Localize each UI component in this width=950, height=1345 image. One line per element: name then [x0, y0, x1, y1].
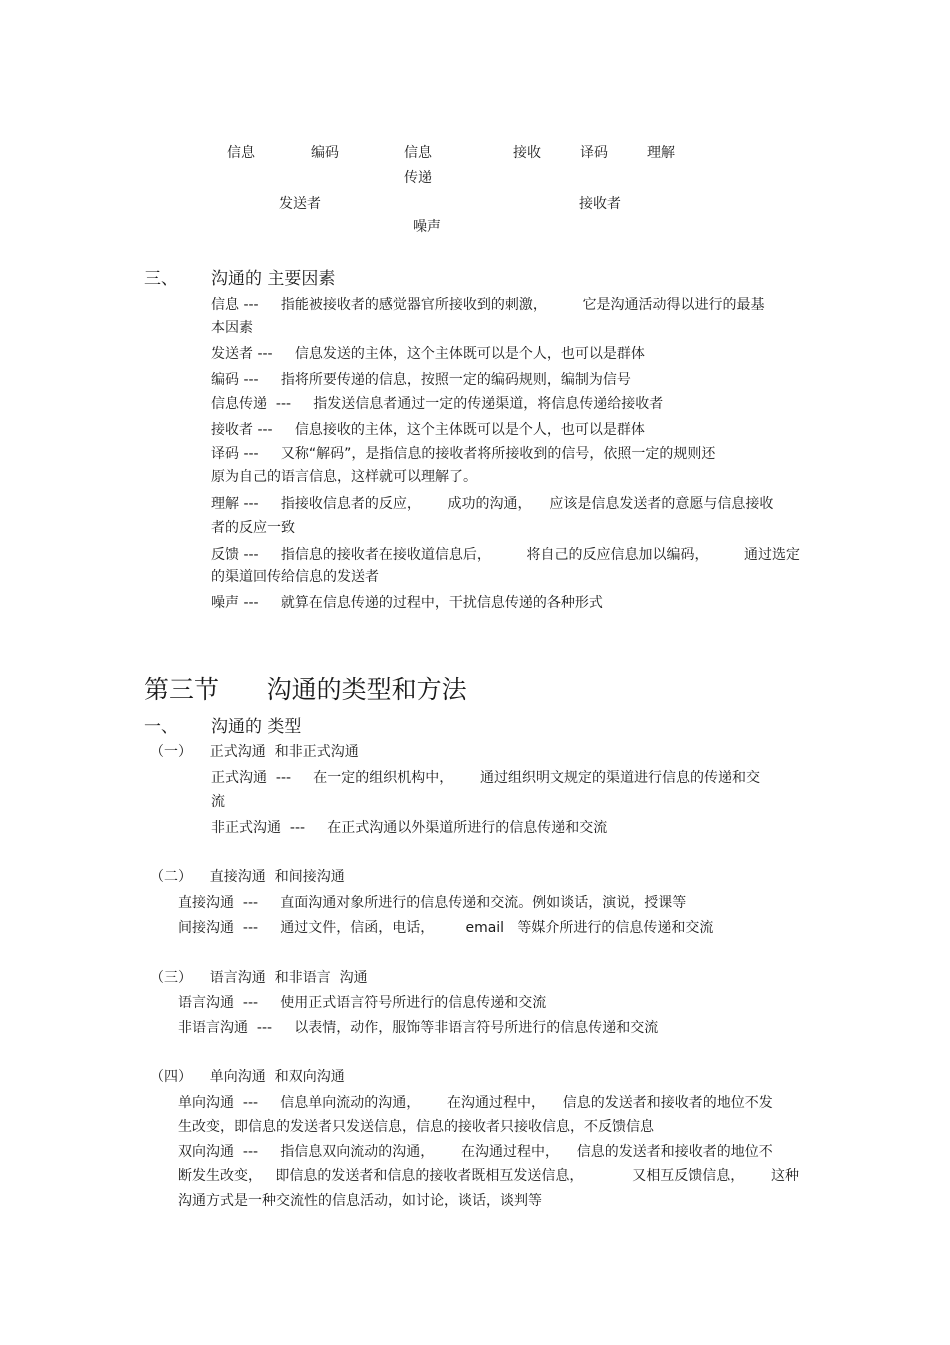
- text-line: 信息传递 --- 指发送信息者通过一定的传递渠道，将信息传递给接收者: [211, 396, 664, 412]
- diagram-label-receive: 接收: [513, 145, 541, 161]
- subsection-heading: （二） 直接沟通 和间接沟通: [150, 869, 345, 885]
- text-line: 生改变，即信息的发送者只发送信息，信息的接收者只接收信息，不反馈信息: [178, 1119, 654, 1135]
- text-line: 流: [211, 794, 225, 810]
- diagram-label-info: 信息: [227, 145, 255, 161]
- text-line: 非正式沟通 --- 在正式沟通以外渠道所进行的信息传递和交流: [211, 820, 608, 836]
- text-line: 直接沟通 --- 直面沟通对象所进行的信息传递和交流。例如谈话，演说，授课等: [178, 895, 687, 911]
- text-line: 非语言沟通 --- 以表情，动作，服饰等非语言符号所进行的信息传递和交流: [178, 1020, 659, 1036]
- text-line: 的渠道回传给信息的发送者: [211, 569, 379, 585]
- text-line: 沟通方式是一种交流性的信息活动，如讨论，谈话，谈判等: [178, 1193, 542, 1209]
- section-heading: 沟通的 主要因素: [211, 269, 336, 289]
- text-line: 编码 --- 指将所要传递的信息，按照一定的编码规则，编制为信号: [211, 372, 631, 388]
- chapter-title: 第三节 沟通的类型和方法: [144, 675, 467, 704]
- diagram-label-encode: 编码: [311, 145, 339, 161]
- text-line: 单向沟通 --- 信息单向流动的沟通， 在沟通过程中， 信息的发送者和接收者的地位不发: [178, 1095, 773, 1111]
- text-line: 双向沟通 --- 指信息双向流动的沟通， 在沟通过程中， 信息的发送者和接收者的地位不: [178, 1144, 773, 1160]
- diagram-label-transmit-2: 传递: [404, 170, 432, 186]
- subsection-heading: （四） 单向沟通 和双向沟通: [150, 1069, 345, 1085]
- text-line: 译码 --- 又称“解码”，是指信息的接收者将所接收到的信号，依照一定的规则还: [211, 446, 716, 462]
- diagram-label-transmit-1: 信息: [404, 145, 432, 161]
- subsection-heading: （一） 正式沟通 和非正式沟通: [150, 744, 359, 760]
- text-line: 接收者 --- 信息接收的主体，这个主体既可以是个人，也可以是群体: [211, 422, 645, 438]
- text-line: 发送者 --- 信息发送的主体，这个主体既可以是个人，也可以是群体: [211, 346, 645, 362]
- text-line: 语言沟通 --- 使用正式语言符号所进行的信息传递和交流: [178, 995, 547, 1011]
- section-number: 三、: [144, 269, 178, 289]
- section-number: 一、: [144, 717, 178, 737]
- text-line: 反馈 --- 指信息的接收者在接收道信息后， 将自己的反应信息加以编码， 通过选定: [211, 547, 801, 563]
- text-line: 本因素: [211, 320, 253, 336]
- section-heading: 沟通的 类型: [211, 717, 302, 737]
- text-line: 正式沟通 --- 在一定的组织机构中， 通过组织明文规定的渠道进行信息的传递和交: [211, 770, 761, 786]
- text-line: 噪声 --- 就算在信息传递的过程中，干扰信息传递的各种形式: [211, 595, 603, 611]
- text-line: 理解 --- 指接收信息者的反应， 成功的沟通， 应该是信息发送者的意愿与信息接收: [211, 496, 774, 512]
- text-line: 断发生改变， 即信息的发送者和信息的接收者既相互发送信息， 又相互反馈信息， 这种: [178, 1168, 800, 1184]
- text-line: 间接沟通 --- 通过文件，信函，电话， email 等媒介所进行的信息传递和交流: [178, 920, 714, 936]
- diagram-label-sender: 发送者: [279, 196, 321, 212]
- diagram-label-understand: 理解: [647, 145, 675, 161]
- subsection-heading: （三） 语言沟通 和非语言 沟通: [150, 970, 368, 986]
- diagram-label-noise: 噪声: [413, 219, 441, 235]
- text-line: 信息 --- 指能被接收者的感觉器官所接收到的刺激， 它是沟通活动得以进行的最基: [211, 297, 765, 313]
- text-line: 者的反应一致: [211, 520, 295, 536]
- text-line: 原为自己的语言信息，这样就可以理解了。: [211, 469, 477, 485]
- diagram-label-decode: 译码: [580, 145, 608, 161]
- diagram-label-receiver: 接收者: [579, 196, 621, 212]
